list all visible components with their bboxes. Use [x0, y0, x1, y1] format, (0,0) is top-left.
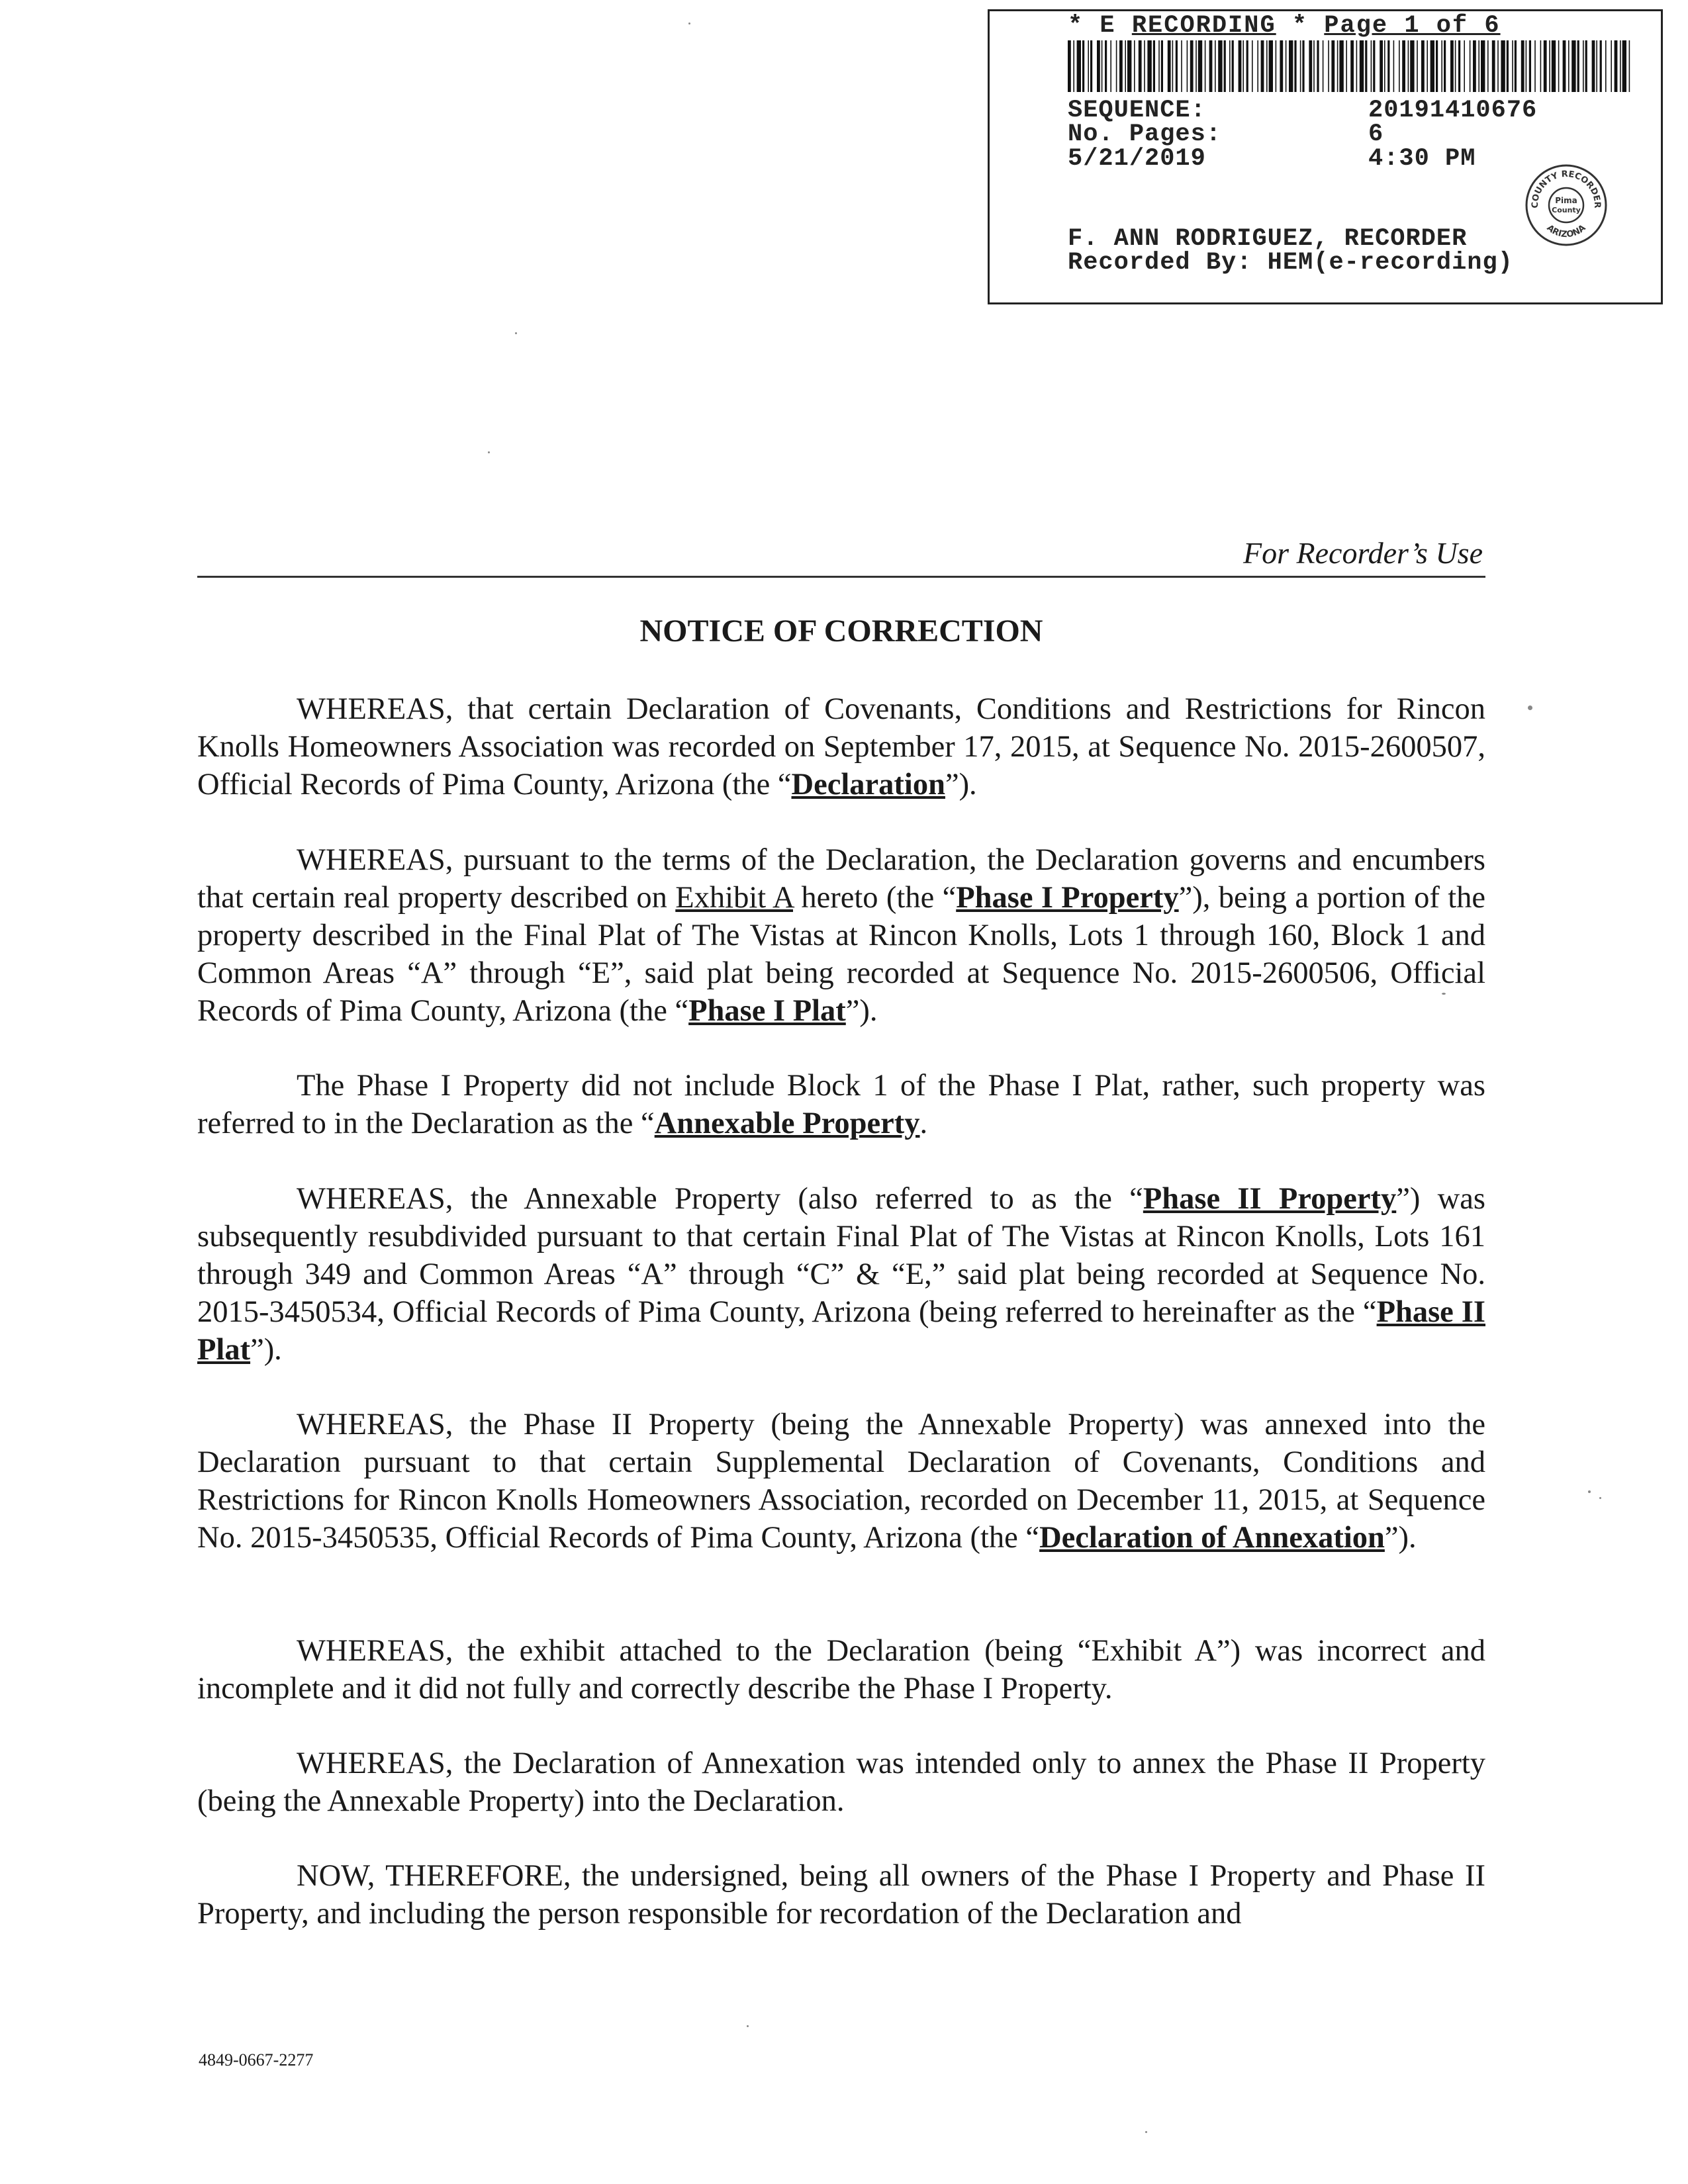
header-prefix: * E	[1068, 12, 1132, 40]
paragraph-declaration	[197, 690, 1485, 803]
p8-text: NOW, THEREFORE, the undersigned, being all owners of the Phase I Property and Phase II Property, and including the person responsible for recordation of the Declaration and	[197, 1859, 1485, 1931]
recorders-use-label: For Recorder’s Use	[1243, 536, 1483, 570]
recording-stamp	[988, 9, 1663, 304]
document-title: NOTICE OF CORRECTION	[639, 614, 1043, 649]
paragraph-annexation	[197, 1406, 1485, 1557]
defined-term-annexable-property: Annexable Property	[654, 1107, 920, 1140]
pages-label: No. Pages:	[1068, 120, 1222, 148]
p7-text: WHEREAS, the Declaration of Annexation was intended only to annex the Phase II Property (being the Annexable Property) into the Declaration.	[197, 1747, 1485, 1818]
defined-term-phase-ii-plat: Phase II Plat	[197, 1295, 1485, 1367]
sequence-label: SEQUENCE:	[1068, 97, 1206, 124]
paragraph-annexable	[197, 1067, 1485, 1142]
recording-header	[1068, 14, 1501, 38]
svg-text:COUNTY RECORDER: COUNTY RECORDER	[1530, 169, 1603, 208]
p5-text: WHEREAS, the Phase II Property (being the Annexable Property) was annexed into the Declaration pursuant to that certain Supplemental Declaration of Covenants, Conditions and Restrictions for Rincon Knolls Homeowners Association, recorded on December 11, 2015, at Sequence No. 2015-3450535, Official Records of Pima County, Arizona (the “	[197, 1408, 1485, 1555]
svg-text:County: County	[1552, 206, 1581, 214]
paragraph-phase-i	[197, 841, 1485, 1030]
p4-text-end: ”).	[250, 1333, 282, 1367]
header-page: Page 1 of 6	[1324, 12, 1501, 40]
exhibit-a-reference: Exhibit A	[675, 881, 794, 915]
p4-text-2: ”) was subsequently resubdivided pursuant to that certain Final Plat of The Vistas at Rincon Knolls, Lots 161 through 349 and Common Areas “A” through “C” & “E,” said plat being recorded at Sequence No. 2015-3450534, Official Records of Pima County, Arizona (being referred to hereinafter as the “	[197, 1182, 1485, 1329]
paragraph-exhibit-incorrect	[197, 1632, 1485, 1707]
p2-text: WHEREAS, pursuant to the terms of the Declaration, the Declaration governs and encumbers that certain real property described on	[197, 843, 1485, 915]
p4-text: WHEREAS, the Annexable Property (also referred to as the “	[297, 1182, 1143, 1216]
p6-text: WHEREAS, the exhibit attached to the Declaration (being “Exhibit A”) was incorrect and incomplete and it did not fully and correctly describe the Phase I Property.	[197, 1634, 1485, 1706]
p1-text-end: ”).	[945, 768, 977, 801]
p3-text-end: .	[919, 1107, 928, 1140]
p2-text-3: ”), being a portion of the property described in the Final Plat of The Vistas at Rincon Knolls, Lots 1 through 160, Block 1 and Common Areas “A” through “E”, said plat being recorded at Sequence No. 2015-2600506, Official Records of Pima County, Arizona (the “	[197, 881, 1485, 1028]
defined-term-phase-i-plat: Phase I Plat	[688, 994, 846, 1028]
paragraph-phase-ii	[197, 1180, 1485, 1369]
document-number: 4849-0667-2277	[199, 2050, 314, 2070]
header-mid: *	[1276, 12, 1325, 40]
recorded-by: Recorded By: HEM(e-recording)	[1068, 249, 1513, 277]
defined-term-phase-ii-property: Phase II Property	[1143, 1182, 1397, 1216]
defined-term-phase-i-property: Phase I Property	[956, 881, 1179, 915]
header-recording: RECORDING	[1131, 12, 1276, 40]
recording-date: 5/21/2019	[1068, 145, 1206, 173]
defined-term-declaration: Declaration	[791, 768, 945, 801]
p1-text: WHEREAS, that certain Declaration of Covenants, Conditions and Restrictions for Rincon Knolls Homeowners Association was recorded on September 17, 2015, at Sequence No. 2015-2600507, Official Records of Pima County, Arizona (the “	[197, 692, 1485, 801]
scan-speck	[688, 23, 690, 24]
recording-time: 4:30 PM	[1368, 145, 1476, 173]
pages-value: 6	[1368, 120, 1384, 148]
p3-text: The Phase I Property did not include Block 1 of the Phase I Plat, rather, such property was referred to in the Declaration as the “	[197, 1069, 1485, 1140]
p5-text-end: ”).	[1384, 1521, 1417, 1555]
defined-term-declaration-of-annexation: Declaration of Annexation	[1039, 1521, 1385, 1555]
svg-text:Pima: Pima	[1555, 196, 1577, 205]
barcode-image	[1068, 40, 1630, 92]
scan-speck	[488, 451, 490, 453]
sequence-value: 20191410676	[1368, 97, 1538, 124]
scan-speck	[515, 332, 517, 334]
scan-speck	[1145, 2131, 1147, 2133]
header-rule	[197, 576, 1485, 578]
p2-text-end: ”).	[845, 994, 878, 1028]
scan-speck	[1599, 1497, 1601, 1499]
scan-speck	[747, 2025, 749, 2027]
county-recorder-seal-icon	[1524, 163, 1608, 247]
recorder-name: F. ANN RODRIGUEZ, RECORDER	[1068, 225, 1468, 253]
scan-speck	[1588, 1490, 1591, 1493]
scan-speck	[1528, 705, 1532, 710]
paragraph-annexation-intent	[197, 1745, 1485, 1820]
p2-text-2: hereto (the “	[793, 881, 957, 915]
paragraph-now-therefore	[197, 1857, 1485, 1933]
svg-text:ARIZONA: ARIZONA	[1544, 222, 1588, 240]
